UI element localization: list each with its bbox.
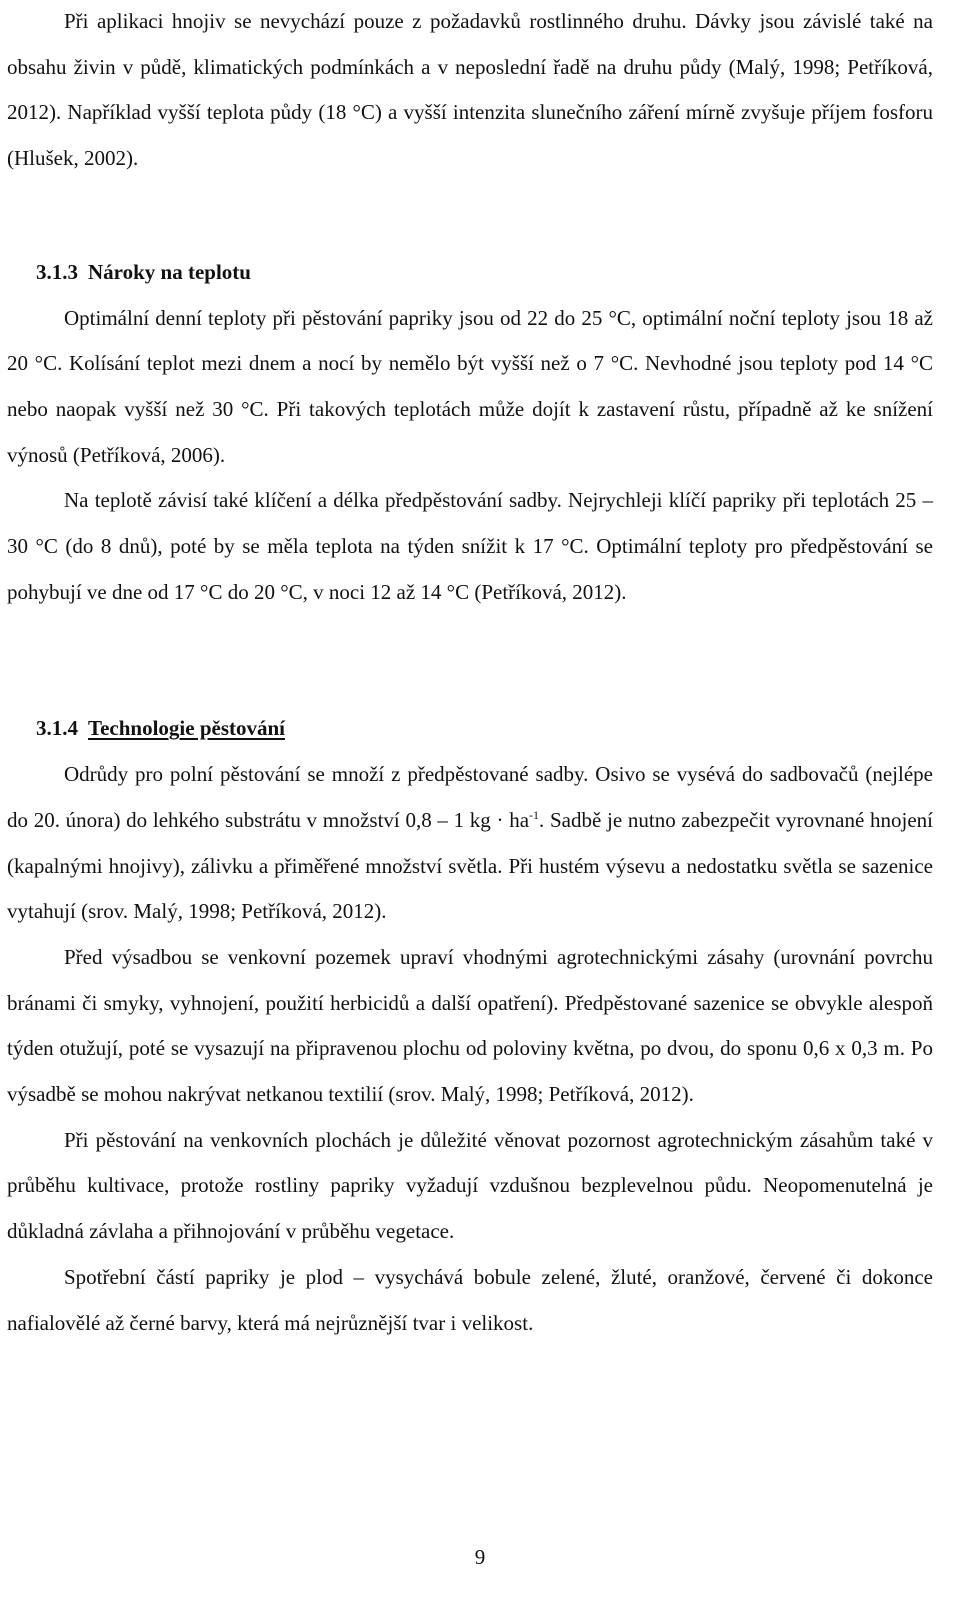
paragraph-text: Odrůdy pro polní pěstování se množí z předpěstované sadby. Osivo se vysévá do sadbovačů (nejlépe do 20. února) do lehkého substrátu v množství 0,8 – 1 kg · ha — [7, 762, 933, 832]
paragraph-fruit: Spotřební částí papriky je plod – vysychává bobule zelené, žluté, oranžové, červené či dokonce nafialovělé až černé barvy, která má nejrůznější tvar i velikost. — [7, 1264, 933, 1335]
heading-temperature — [7, 250, 933, 296]
paragraph-planting: Před výsadbou se venkovní pozemek upraví vhodnými agrotechnickými zásahy (urovnání povrchu bránami či smyky, vyhnojení, použití herbicidů a další opatření). Předpěstované sazenice se obvykle alespoň týden otužují, poté se vysazují na připravenou plochu od poloviny května, po dvou, do sponu 0,6 x 0,3 m. Po výsadbě se mohou nakrývat netkanou textilií (srov. Malý, 1998; Petříková, 2012). — [7, 944, 933, 1107]
paragraph-germination: Na teplotě závisí také klíčení a délka předpěstování sadby. Nejrychleji klíčí papriky při teplotách 25 – 30 °C (do 8 dnů), poté by se měla teplota na týden snížit k 17 °C. Optimální teploty pro předpěstování se pohybují ve dne od 17 °C do 20 °C, v noci 12 až 14 °C (Petříková, 2012). — [7, 488, 933, 604]
document-page — [7, 0, 933, 1346]
page-number: 9 — [474, 1545, 486, 1569]
heading-number: 3.1.3 — [36, 259, 78, 284]
heading-title: Technologie pěstování — [88, 716, 285, 741]
heading-number: 3.1.4 — [36, 716, 78, 741]
heading-technology — [7, 706, 933, 752]
superscript: -1 — [529, 807, 540, 822]
heading-title: Nároky na teplotu — [88, 259, 251, 284]
paragraph-sowing — [7, 752, 933, 935]
paragraph-fertilizer: Při aplikaci hnojiv se nevychází pouze z požadavků rostlinného druhu. Dávky jsou závislé také na obsahu živin v půdě, klimatických podmínkách a v neposlední řadě na druhu půdy (Malý, 1998; Petříková, 2012). Například vyšší teplota půdy (18 °C) a vyšší intenzita slunečního záření mírně zvyšuje příjem fosforu (Hlušek, 2002). — [7, 9, 933, 171]
paragraph-temperature-requirements: Optimální denní teploty při pěstování papriky jsou od 22 do 25 °C, optimální noční teploty jsou 18 až 20 °C. Kolísání teplot mezi dnem a nocí by nemělo být vyšší než o 7 °C. Nevhodné jsou teploty pod 14 °C nebo naopak vyšší než 30 °C. Při takových teplotách může dojít k zastavení růstu, případně až ke snížení výnosů (Petříková, 2006). — [7, 305, 933, 467]
paragraph-cultivation: Při pěstování na venkovních plochách je důležité věnovat pozornost agrotechnickým zásahům také v průběhu kultivace, protože rostliny papriky vyžadují vzdušnou bezplevelnou půdu. Neopomenutelná je důkladná závlaha a přihnojování v průběhu vegetace. — [7, 1127, 933, 1244]
paragraph-text: . Sadbě je nutno zabezpečit vyrovnané hnojení (kapalnými hnojivy), zálivku a přiměřené množství světla. Při hustém výsevu a nedostatku světla se sazenice vytahují (srov. Malý, 1998; Petříková, 2012). — [7, 807, 934, 924]
